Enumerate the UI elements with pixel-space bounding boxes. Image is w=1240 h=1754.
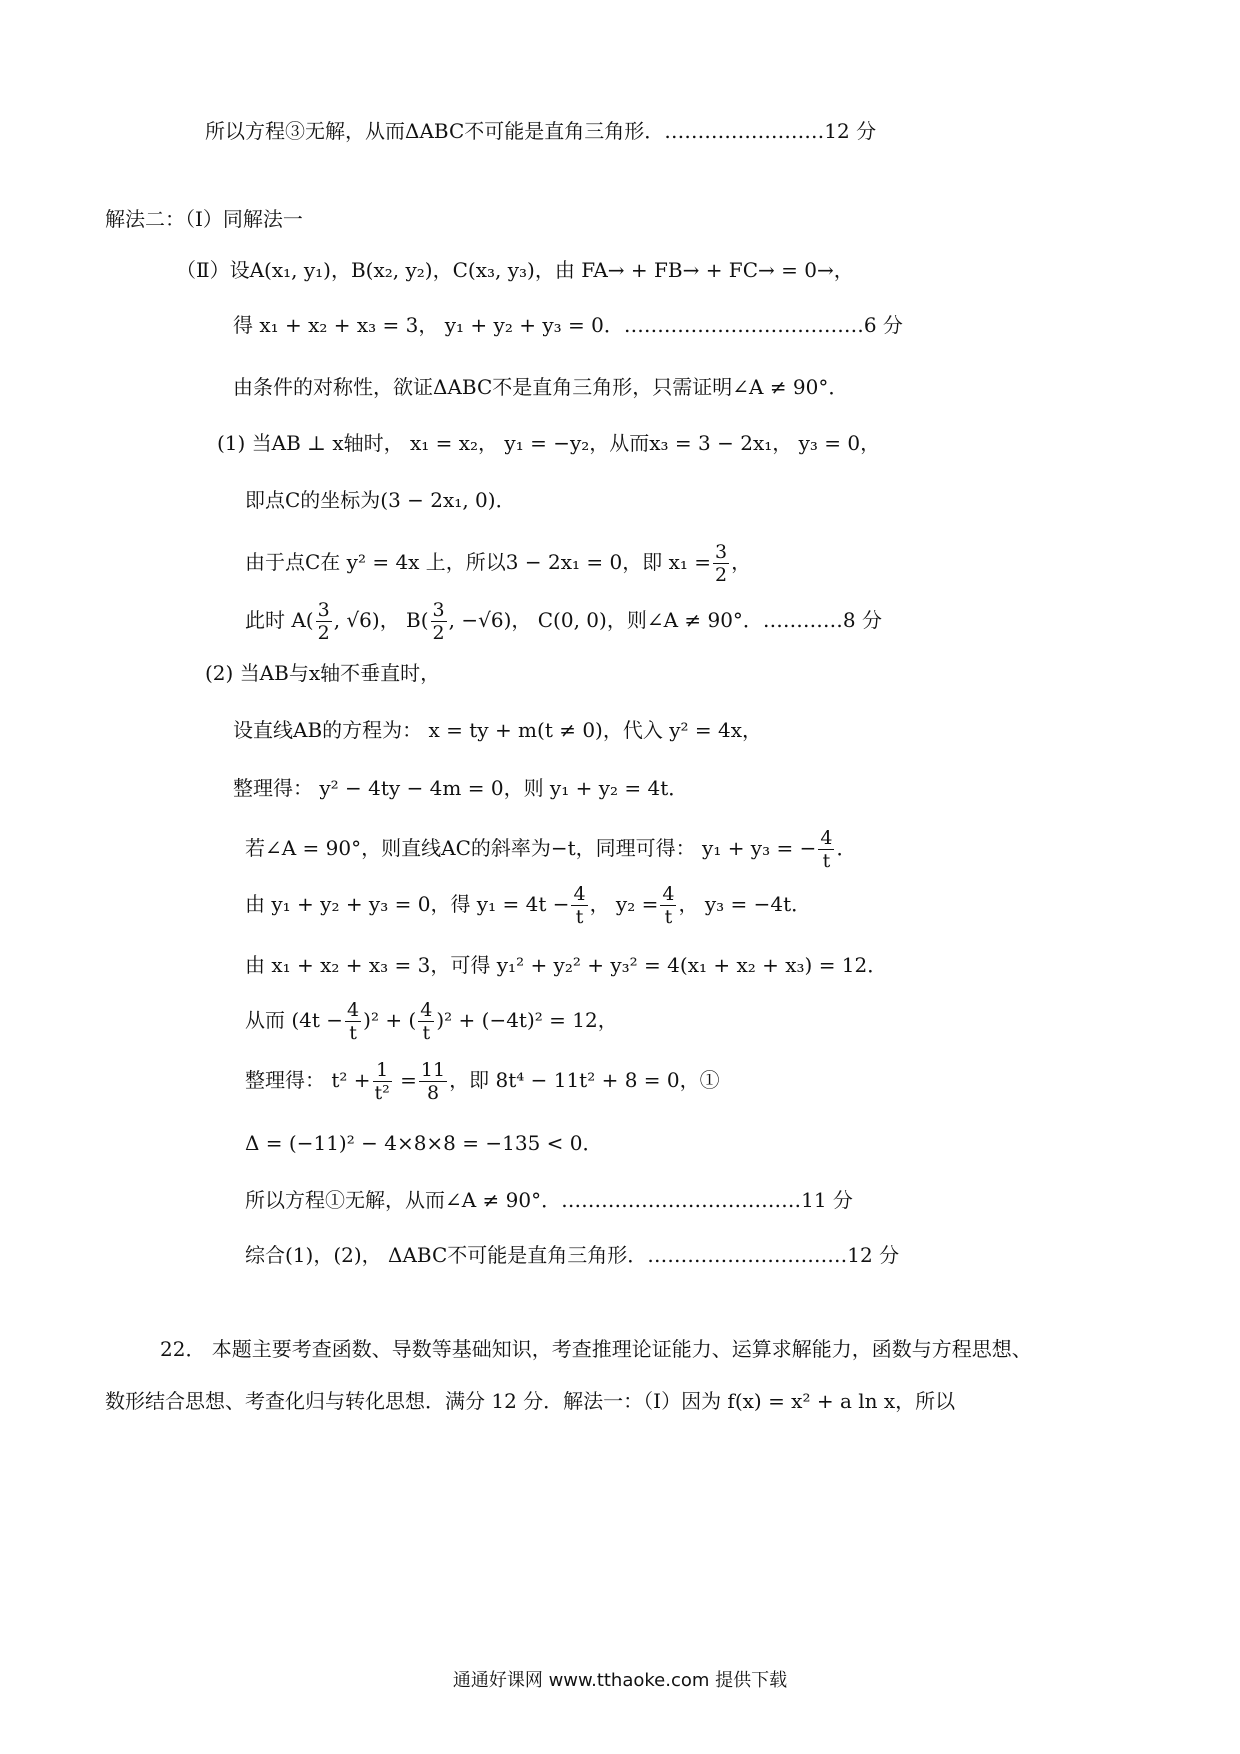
text-line-13: 若∠A = 90°，则直线AC的斜率为−t，同理可得： y₁ + y₃ = − $\frac{4}{t}$ ．	[245, 827, 857, 872]
text-line-3: （Ⅱ）设A(x₁, y₁)，B(x₂, y₂)，C(x₃, y₃)，由 FA→ + FB→ + FC→ = 0→，	[176, 258, 854, 282]
text-line-14: 由 y₁ + y₂ + y₃ = 0，得 y₁ = 4t − $\frac{4}{t}$ ， y₂ = $\frac{4}{t}$ ， y₃ = −4t．	[245, 883, 812, 928]
text-line-19: 所以方程①无解，从而∠A ≠ 90°．………………………………11 分	[245, 1188, 853, 1212]
text-line-1: 所以方程③无解，从而ΔABC不可能是直角三角形．……………………12 分	[205, 119, 877, 143]
fraction: $\frac{4}{t}$	[420, 999, 433, 1044]
text-line-15: 由 x₁ + x₂ + x₃ = 3，可得 y₁² + y₂² + y₃² = 4(x₁ + x₂ + x₃) = 12．	[245, 953, 888, 977]
page-footer: 通通好课网 www.tthaoke.com 提供下载	[452, 1670, 788, 1691]
fraction: $\frac{4}{t}$	[347, 999, 360, 1044]
text-line-4: 得 x₁ + x₂ + x₃ = 3， y₁ + y₂ + y₃ = 0．………………………………6 分	[233, 313, 903, 337]
text-line-11: 设直线AB的方程为： x = ty + m(t ≠ 0)，代入 y² = 4x，	[233, 718, 763, 742]
fraction: $\frac{3}{2}$	[715, 541, 728, 586]
fraction: $\frac{4}{t}$	[573, 883, 586, 928]
text-line-17: 整理得： t² + $\frac{1}{\text{t²}}$ = $\frac{11}{8}$ ，即 8t⁴ − 11t² + 8 = 0，①	[245, 1059, 720, 1104]
text-line-7: 即点C的坐标为(3 − 2x₁, 0)．	[245, 488, 516, 512]
text-line-21: 22． 本题主要考查函数、导数等基础知识，考查推理论证能力、运算求解能力，函数与方程思想、	[160, 1337, 1032, 1361]
fraction: $\frac{11}{8}$	[420, 1059, 446, 1104]
text-line-8: 由于点C在 y² = 4x 上，所以3 − 2x₁ = 0，即 x₁ = $\frac{3}{2}$ ，	[245, 541, 752, 586]
text-line-16: 从而 (4t − $\frac{4}{t}$ )² + ( $\frac{4}{t}$ )² + (−4t)² = 12，	[245, 999, 618, 1044]
fraction: $\frac{3}{2}$	[432, 599, 445, 644]
fraction: $\frac{3}{2}$	[317, 599, 330, 644]
text-line-6: (1) 当AB ⊥ x轴时， x₁ = x₂， y₁ = −y₂，从而x₃ = 3 − 2x₁， y₃ = 0，	[217, 431, 881, 455]
text-line-18: Δ = (−11)² − 4×8×8 = −135 < 0．	[245, 1131, 603, 1155]
text-line-10: (2) 当AB与x轴不垂直时，	[205, 661, 441, 685]
fraction: $\frac{4}{t}$	[820, 827, 833, 872]
text-line-2: 解法二：（Ⅰ）同解法一	[105, 207, 303, 231]
text-line-12: 整理得： y² − 4ty − 4m = 0，则 y₁ + y₂ = 4t．	[233, 776, 689, 800]
text-line-5: 由条件的对称性，欲证ΔABC不是直角三角形，只需证明∠A ≠ 90°．	[233, 375, 849, 399]
text-line-9: 此时 A( $\frac{3}{2}$ , √6)， B( $\frac{3}{2}$ , −√6)， C(0, 0)，则∠A ≠ 90°．…………8 分	[245, 599, 883, 644]
text-line-20: 综合(1)，(2)， ΔABC不可能是直角三角形．…………………………12 分	[245, 1243, 900, 1267]
fraction: $\frac{1}{\text{t²}}$	[374, 1059, 390, 1104]
text-line-22: 数形结合思想、考查化归与转化思想．满分 12 分．解法一：（Ⅰ）因为 f(x) = x² + a ln x，所以	[105, 1389, 956, 1413]
fraction: $\frac{4}{t}$	[662, 883, 675, 928]
